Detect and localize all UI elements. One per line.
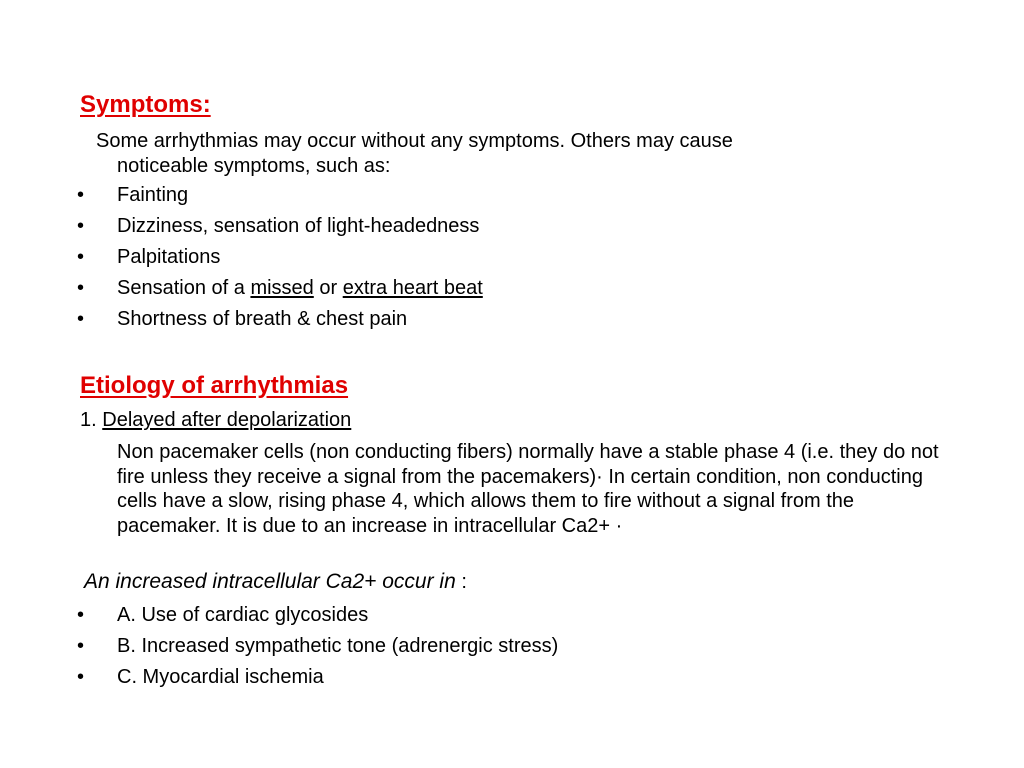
symptom-item: Palpitations [117,246,221,268]
etiology-paragraph [117,440,957,538]
subheading-number: 1. [80,409,103,431]
cause-item: B. Increased sympathetic tone (adrenergic stress) [117,635,559,657]
bullet-icon: • [77,604,85,626]
extra-heart-beat-text: extra heart beat [342,277,483,299]
symptom-item: Fainting [117,184,189,206]
bullet-icon: • [77,277,85,299]
symptoms-intro-line-1: Some arrhythmias may occur without any symptoms. Others may cause [96,130,733,152]
increase-line-italic: An increased intracellular Ca2+ occur in [84,570,456,593]
bullet-icon: • [77,308,85,330]
cause-item: C. Myocardial ischemia [117,666,324,688]
bullet-icon: • [77,215,85,237]
cause-item: A. Use of cardiac glycosides [117,604,369,626]
bullet-icon: • [77,184,85,206]
bullet-icon: • [77,635,85,657]
increase-line [84,570,467,594]
symptom-item-prefix: Sensation of a [117,277,251,299]
bullet-icon: • [77,666,85,688]
symptom-item [117,276,483,300]
bullet-icon: • [77,246,85,268]
etiology-paragraph-text: Non pacemaker cells (non conducting fibers) normally have a stable phase 4 (i.e. they do not fire unless they receive a signal from the pacemakers)· In certain condition, non conducting cells have a slow, rising phase 4, which allows them to fire without a signal from the pacemaker. It is due to an increase in intracellular Ca2+ · [117,441,939,537]
etiology-heading: Etiology of arrhythmias [80,372,349,399]
etiology-subheading [80,408,351,432]
symptom-item: Shortness of breath & chest pain [117,308,408,330]
symptom-item-or: or [313,277,343,299]
symptoms-heading: Symptoms: [80,91,211,118]
increase-line-colon: : [455,571,467,593]
symptom-item: Dizziness, sensation of light-headedness [117,215,480,237]
subheading-title: Delayed after depolarization [102,409,352,431]
symptoms-intro-line-2: noticeable symptoms, such as: [117,155,391,177]
missed-link-text: missed [250,277,314,299]
